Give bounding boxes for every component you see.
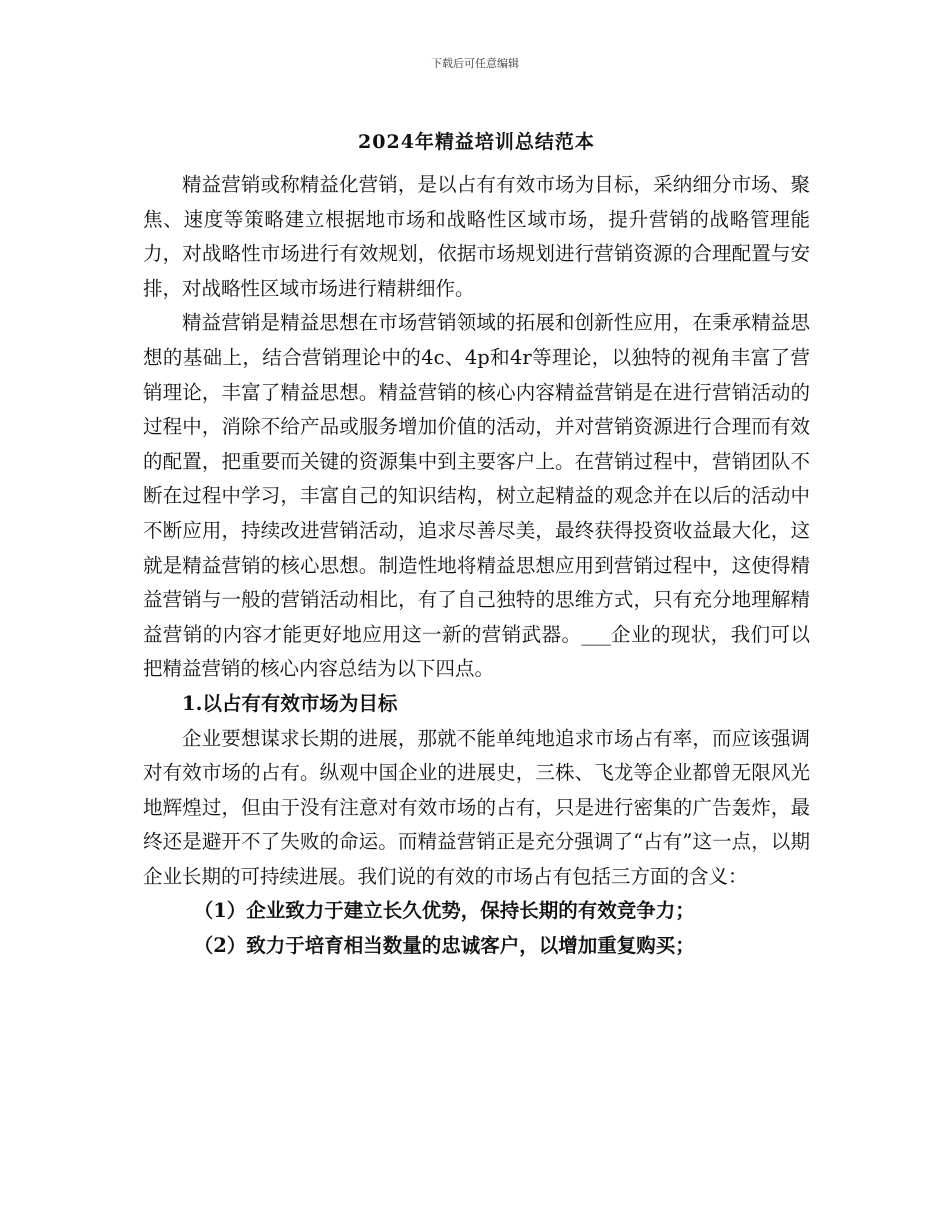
document-body [143,168,810,964]
section-heading: 1.以占有有效市场为目标 [182,691,398,715]
paragraph-intro: 精益营销或称精益化营销，是以占有有效市场为目标，采纳细分市场、聚焦、速度等策略建立根据地市场和战略性区域市场，提升营销的战略管理能力，对战略性市场进行有效规划，依据市场规划进行营销资源的合理配置与安排，对战略性区域市场进行精耕细作。 [143,173,810,300]
header-note: 下载后可任意编辑 [431,57,519,70]
list-item: （2）致力于培育相当数量的忠诚客户，以增加重复购买； [193,934,695,958]
list-item: （1）企业致力于建立长久优势，保持长期的有效竞争力； [193,899,695,923]
paragraph-section: 企业要想谋求长期的进展，那就不能单纯地追求市场占有率，而应该强调对有效市场的占有。纵观中国企业的进展史，三株、飞龙等企业都曾无限风光地辉煌过，但由于没有注意对有效市场的占有，只是进行密集的广告轰炸，最终还是避开不了失败的命运。而精益营销正是充分强调了“占有”这一点，以期企业长期的可持续进展。我们说的有效的市场占有包括三方面的含义： [143,726,810,888]
document-title: 2024年精益培训总结范本 [358,131,595,153]
paragraph-core-content: 精益营销是精益思想在市场营销领域的拓展和创新性应用，在秉承精益思想的基础上，结合营销理论中的4c、4p和4r等理论，以独特的视角丰富了营销理论，丰富了精益思想。精益营销的核心内容精益营销是在进行营销活动的过程中，消除不给产品或服务增加价值的活动，并对营销资源进行合理而有效的配置，把重要而关键的资源集中到主要客户上。在营销过程中，营销团队不断在过程中学习，丰富自己的知识结构，树立起精益的观念并在以后的活动中不断应用，持续改进营销活动，追求尽善尽美，最终获得投资收益最大化，这就是精益营销的核心思想。制造性地将精益思想应用到营销过程中，这使得精益营销与一般的营销活动相比，有了自己独特的思维方式，只有充分地理解精益营销的内容才能更好地应用这一新的营销武器。___企业的现状，我们可以把精益营销的核心内容总结为以下四点。 [143,311,810,681]
